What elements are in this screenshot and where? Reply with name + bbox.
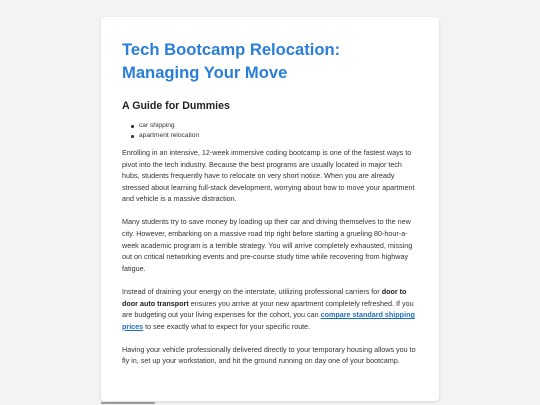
paragraph-text: to see exactly what to expect for your specific route.: [143, 321, 311, 331]
tag-item: apartment relocation: [131, 131, 419, 141]
paragraph-conclusion: Having your vehicle professionally delivered directly to your temporary housing allows you to fly in, set up your workstation, and hit the ground running on day one of your bootcamp.: [122, 344, 416, 366]
article-card: [101, 17, 439, 401]
paragraph-road-trip: Many students try to save money by loading up their car and driving themselves to the new city. However, embarking on a massive road trip right before starting a grueling 80-hour-a-week academic program is a terrible strategy. You will arrive completely exhausted, missing out on critical networking events and pre-course study time while recovering from highway fatigue.: [122, 217, 413, 273]
scrollbar-thumb[interactable]: [101, 402, 155, 404]
paragraph-text: Instead of draining your energy on the interstate, utilizing professional carriers for: [122, 286, 382, 296]
paragraph-intro: Enrolling in an intensive, 12-week immersive coding bootcamp is one of the fastest ways to pivot into the tech industry. Because the best programs are usually located in major tech hubs, students frequently have to relocate on very short notice. When you are already stressed about learning full-stack development, worrying about how to move your apartment and vehicle is a massive distraction.: [122, 148, 415, 204]
paragraph-transport: [122, 286, 419, 332]
bold-keyword: door to door auto transport: [122, 286, 407, 308]
article-subtitle: A Guide for Dummies: [122, 100, 230, 112]
tag-list: [131, 121, 419, 141]
paragraph-text: ensures you arrive at your new apartment completely refreshed. If you are budgeting out your living expenses for the cohort, you can: [122, 298, 414, 320]
shipping-prices-link[interactable]: compare standard shipping prices: [122, 310, 415, 331]
article-title: Tech Bootcamp Relocation: Managing Your Move: [122, 40, 341, 82]
tag-item: car shipping: [131, 121, 419, 131]
